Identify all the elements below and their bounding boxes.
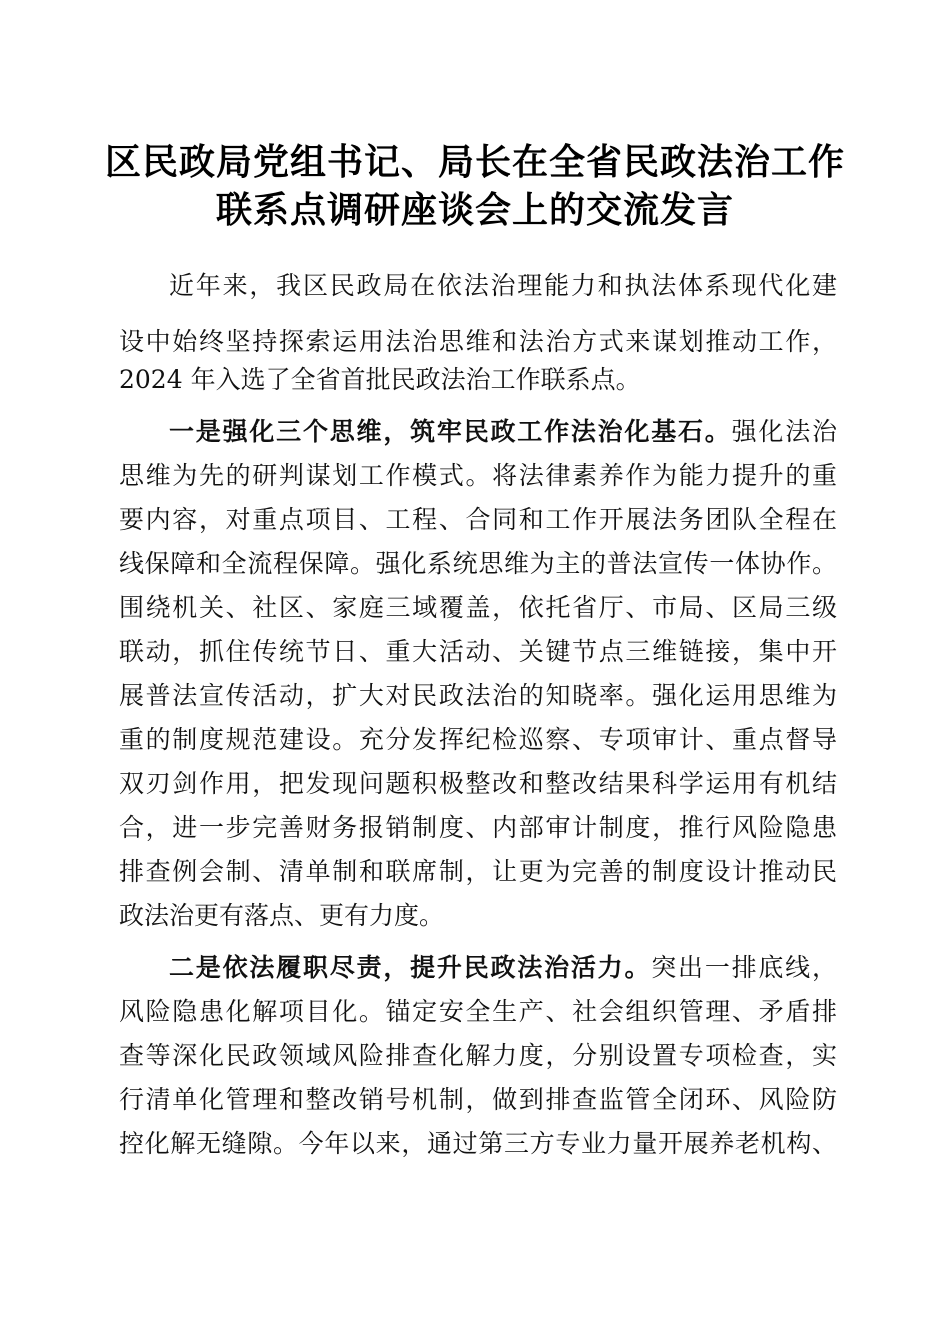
paragraph-2-line-1 [169,410,837,454]
paragraph-1-line-2: 设中始终坚持探索运用法治思维和法治方式来谋划推动工作， [119,327,837,356]
paragraph-3-heading: 二是依法履职尽责，提升民政法治活力。 [169,953,652,982]
paragraph-1-line-1: 近年来，我区民政局在依法治理能力和执法体系现代化建 [169,271,837,300]
paragraph-2-line-5: 围绕机关、社区、家庭三域覆盖，依托省厅、市局、区局三级 [119,593,837,622]
paragraph-2-line-11: 排查例会制、清单制和联席制，让更为完善的制度设计推动民 [119,857,837,886]
paragraph-3-line-5: 控化解无缝隙。今年以来，通过第三方专业力量开展养老机构、 [119,1129,837,1158]
paragraph-2-line-8: 重的制度规范建设。充分发挥纪检巡察、专项审计、重点督导 [119,725,837,754]
paragraph-2-line-2: 思维为先的研判谋划工作模式。将法律素养作为能力提升的重 [119,461,837,490]
paragraph-3-line-1 [169,946,837,990]
paragraph-2-line-12: 政法治更有落点、更有力度。 [119,901,445,930]
paragraph-2-line-7: 展普法宣传活动，扩大对民政法治的知晓率。强化运用思维为 [119,681,837,710]
paragraph-1-line-3: 2024 年入选了全省首批民政法治工作联系点。 [119,365,641,394]
paragraph-3-first-line-rest: 突出一排底线， [651,953,837,982]
paragraph-2-heading: 一是强化三个思维，筑牢民政工作法治化基石。 [169,417,732,446]
paragraph-2-line-3: 要内容，对重点项目、工程、合同和工作开展法务团队全程在 [119,505,837,534]
paragraph-2-first-line-rest: 强化法治 [731,417,837,446]
paragraph-2-line-4: 线保障和全流程保障。强化系统思维为主的普法宣传一体协作。 [119,549,837,578]
paragraph-3-line-4: 行清单化管理和整改销号机制，做到排查监管全闭环、风险防 [119,1085,837,1114]
document-title-line-1: 区民政局党组书记、局长在全省民政法治工作 [104,141,845,183]
document-title-line-2: 联系点调研座谈会上的交流发言 [215,189,734,231]
paragraph-2-line-9: 双刃剑作用，把发现问题积极整改和整改结果科学运用有机结 [119,769,837,798]
paragraph-3-line-2: 风险隐患化解项目化。锚定安全生产、社会组织管理、矛盾排 [119,997,837,1026]
paragraph-3-line-3: 查等深化民政领域风险排查化解力度，分别设置专项检查，实 [119,1041,837,1070]
paragraph-2-line-10: 合，进一步完善财务报销制度、内部审计制度，推行风险隐患 [119,813,837,842]
paragraph-2-line-6: 联动，抓住传统节日、重大活动、关键节点三维链接，集中开 [119,637,837,666]
